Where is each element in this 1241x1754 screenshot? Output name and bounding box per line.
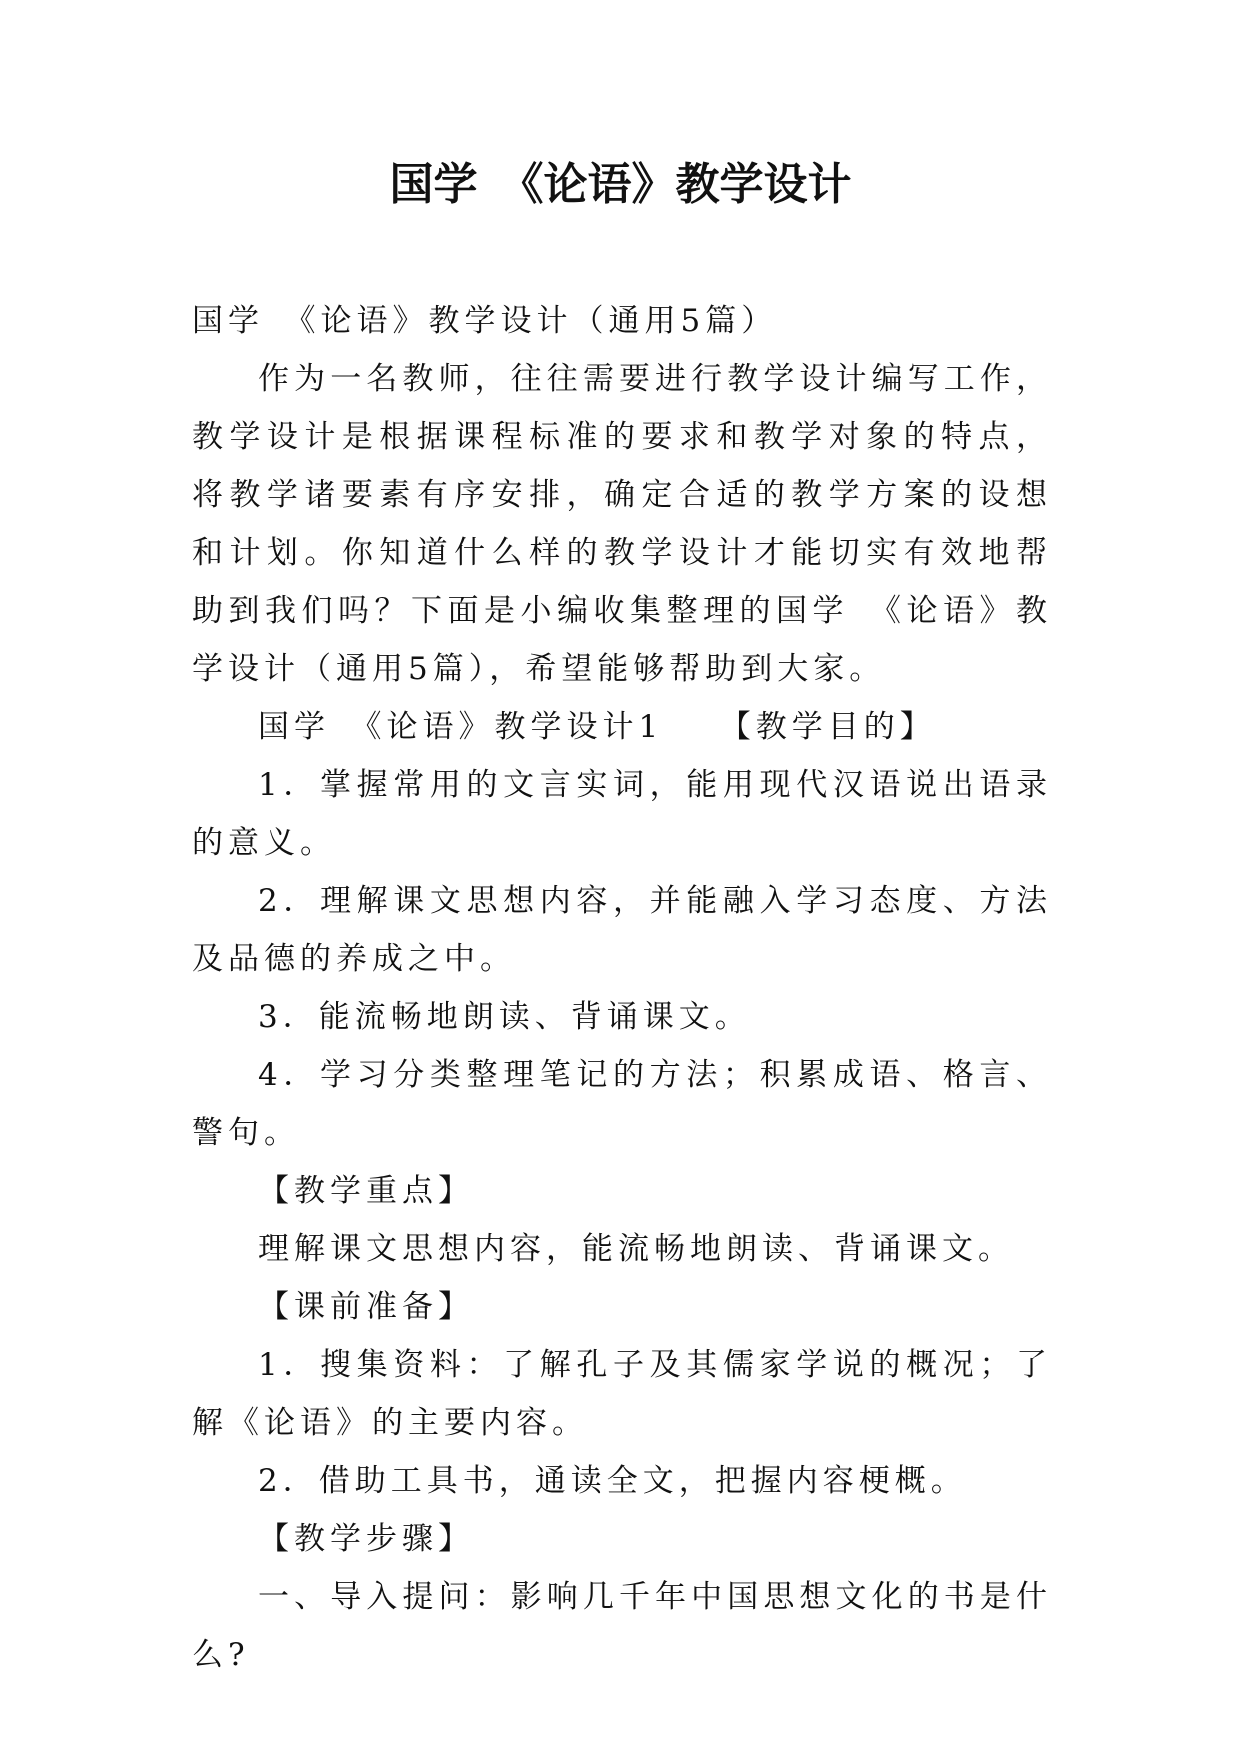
section-heading-design-1: 国学 《论语》教学设计1 【教学目的】 [258,709,936,745]
preparation-heading: 【课前准备】 [258,1289,474,1325]
preparation-item-1: 1．搜集资料：了解孔子及其儒家学说的概况；了解《论语》的主要内容。 [192,1347,1052,1441]
teaching-steps-heading: 【教学步骤】 [258,1521,474,1557]
teaching-focus-heading: 【教学重点】 [258,1173,474,1209]
intro-paragraph: 作为一名教师，往往需要进行教学设计编写工作，教学设计是根据课程标准的要求和教学对象的特点，将教学诸要素有序安排，确定合适的教学方案的设想和计划。你知道什么样的教学设计才能切实有效地帮助到我们吗？下面是小编收集整理的国学 《论语》教学设计（通用5篇），希望能够帮助到大家。 [192,361,1052,687]
teaching-focus-text: 理解课文思想内容，能流畅地朗读、背诵课文。 [258,1231,1014,1267]
objective-item-2: 2．理解课文思想内容，并能融入学习态度、方法及品德的养成之中。 [192,883,1052,977]
subtitle-line: 国学 《论语》教学设计（通用5篇） [192,303,778,339]
objective-item-4: 4．学习分类整理笔记的方法；积累成语、格言、警句。 [192,1057,1052,1151]
preparation-item-2: 2．借助工具书，通读全文，把握内容梗概。 [258,1463,967,1499]
objective-item-1: 1．掌握常用的文言实词，能用现代汉语说出语录的意义。 [192,767,1052,861]
document-title: 国学 《论语》教学设计 [389,159,852,210]
teaching-step-1: 一、导入提问：影响几千年中国思想文化的书是什么? [192,1579,1052,1673]
document-body [192,292,1052,1684]
objective-item-3: 3．能流畅地朗读、背诵课文。 [258,999,751,1035]
